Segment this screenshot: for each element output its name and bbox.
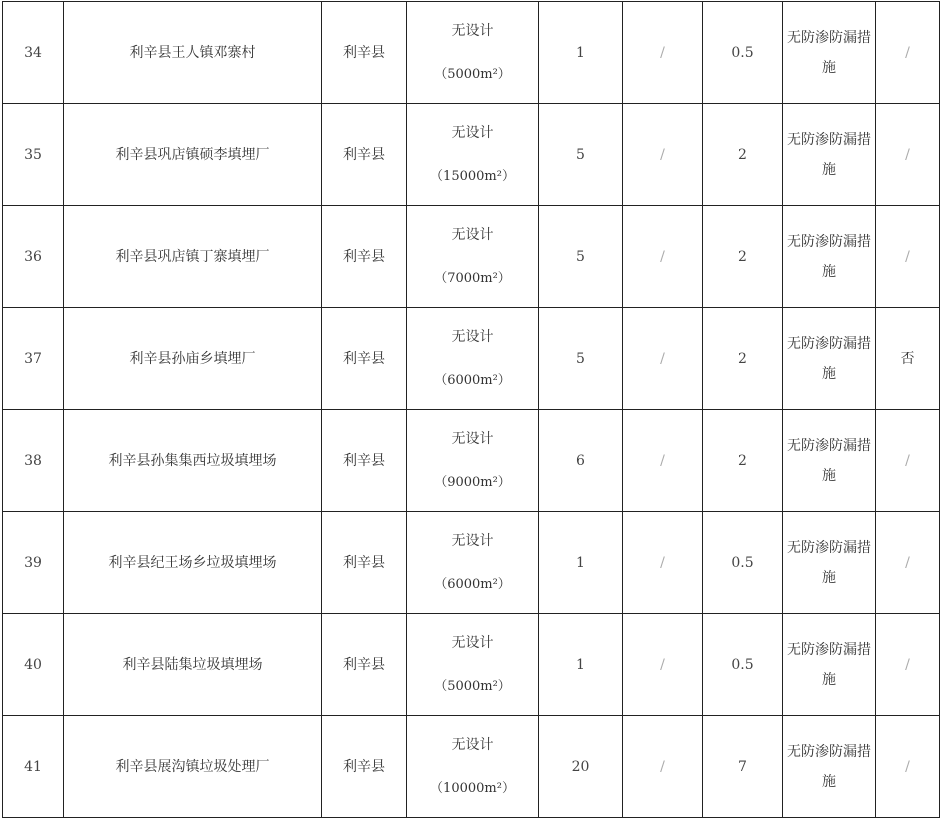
status-value: / [876,716,940,818]
table-row [3,716,940,818]
design-status: 无设计 [451,226,494,243]
value-3: 2 [703,308,783,410]
row-number: 39 [3,512,64,614]
county: 利辛县 [322,206,407,308]
table-row [3,410,940,512]
design-info [407,410,539,512]
seepage-measure [783,410,876,512]
measure-line-2: 施 [822,467,836,484]
area: （10000m²） [430,780,515,796]
county: 利辛县 [322,410,407,512]
value-1: 5 [539,206,623,308]
value-2: / [623,716,703,818]
status-value: / [876,2,940,104]
area: （5000m²） [434,678,511,694]
value-2: / [623,410,703,512]
landfill-table [2,1,940,818]
status-value: 否 [876,308,940,410]
value-1: 1 [539,614,623,716]
area: （9000m²） [434,474,511,490]
county: 利辛县 [322,614,407,716]
table-row [3,614,940,716]
value-2: / [623,614,703,716]
site-name: 利辛县孙集集西垃圾填埋场 [64,410,322,512]
value-3: 2 [703,410,783,512]
value-1: 5 [539,308,623,410]
row-number: 41 [3,716,64,818]
value-1: 1 [539,2,623,104]
area: （6000m²） [434,576,511,592]
design-info [407,2,539,104]
seepage-measure [783,2,876,104]
table-row [3,308,940,410]
value-2: / [623,512,703,614]
value-3: 2 [703,206,783,308]
measure-line-1: 无防渗防漏措 [787,233,871,250]
design-info [407,308,539,410]
value-3: 7 [703,716,783,818]
design-status: 无设计 [451,532,494,549]
measure-line-2: 施 [822,161,836,178]
value-1: 20 [539,716,623,818]
design-info [407,716,539,818]
value-1: 6 [539,410,623,512]
value-3: 0.5 [703,614,783,716]
measure-line-2: 施 [822,569,836,586]
table-row [3,2,940,104]
site-name: 利辛县陆集垃圾填埋场 [64,614,322,716]
site-name: 利辛县孙庙乡填埋厂 [64,308,322,410]
measure-line-2: 施 [822,773,836,790]
value-2: / [623,206,703,308]
value-1: 5 [539,104,623,206]
value-2: / [623,308,703,410]
measure-line-2: 施 [822,671,836,688]
seepage-measure [783,206,876,308]
site-name: 利辛县巩店镇硕李填埋厂 [64,104,322,206]
county: 利辛县 [322,2,407,104]
site-name: 利辛县展沟镇垃圾处理厂 [64,716,322,818]
seepage-measure [783,614,876,716]
row-number: 40 [3,614,64,716]
seepage-measure [783,308,876,410]
seepage-measure [783,716,876,818]
value-3: 0.5 [703,2,783,104]
area: （6000m²） [434,372,511,388]
seepage-measure [783,104,876,206]
measure-line-1: 无防渗防漏措 [787,641,871,658]
row-number: 34 [3,2,64,104]
county: 利辛县 [322,104,407,206]
seepage-measure [783,512,876,614]
measure-line-1: 无防渗防漏措 [787,29,871,46]
measure-line-1: 无防渗防漏措 [787,437,871,454]
measure-line-2: 施 [822,365,836,382]
site-name: 利辛县王人镇邓寨村 [64,2,322,104]
county: 利辛县 [322,512,407,614]
design-status: 无设计 [451,22,494,39]
area: （7000m²） [434,270,511,286]
measure-line-1: 无防渗防漏措 [787,539,871,556]
table-row [3,512,940,614]
design-status: 无设计 [451,634,494,651]
measure-line-2: 施 [822,263,836,280]
table-row [3,104,940,206]
status-value: / [876,206,940,308]
area: （5000m²） [434,66,511,82]
design-status: 无设计 [451,736,494,753]
county: 利辛县 [322,308,407,410]
status-value: / [876,512,940,614]
site-name: 利辛县纪王场乡垃圾填埋场 [64,512,322,614]
value-2: / [623,2,703,104]
value-2: / [623,104,703,206]
design-info [407,206,539,308]
status-value: / [876,614,940,716]
design-status: 无设计 [451,124,494,141]
table-row [3,206,940,308]
measure-line-1: 无防渗防漏措 [787,131,871,148]
row-number: 35 [3,104,64,206]
design-info [407,614,539,716]
measure-line-1: 无防渗防漏措 [787,335,871,352]
row-number: 38 [3,410,64,512]
site-name: 利辛县巩店镇丁寨填埋厂 [64,206,322,308]
measure-line-2: 施 [822,59,836,76]
status-value: / [876,104,940,206]
measure-line-1: 无防渗防漏措 [787,743,871,760]
design-info [407,104,539,206]
row-number: 36 [3,206,64,308]
value-1: 1 [539,512,623,614]
design-status: 无设计 [451,328,494,345]
area: （15000m²） [430,168,515,184]
design-status: 无设计 [451,430,494,447]
status-value: / [876,410,940,512]
design-info [407,512,539,614]
row-number: 37 [3,308,64,410]
value-3: 0.5 [703,512,783,614]
county: 利辛县 [322,716,407,818]
value-3: 2 [703,104,783,206]
